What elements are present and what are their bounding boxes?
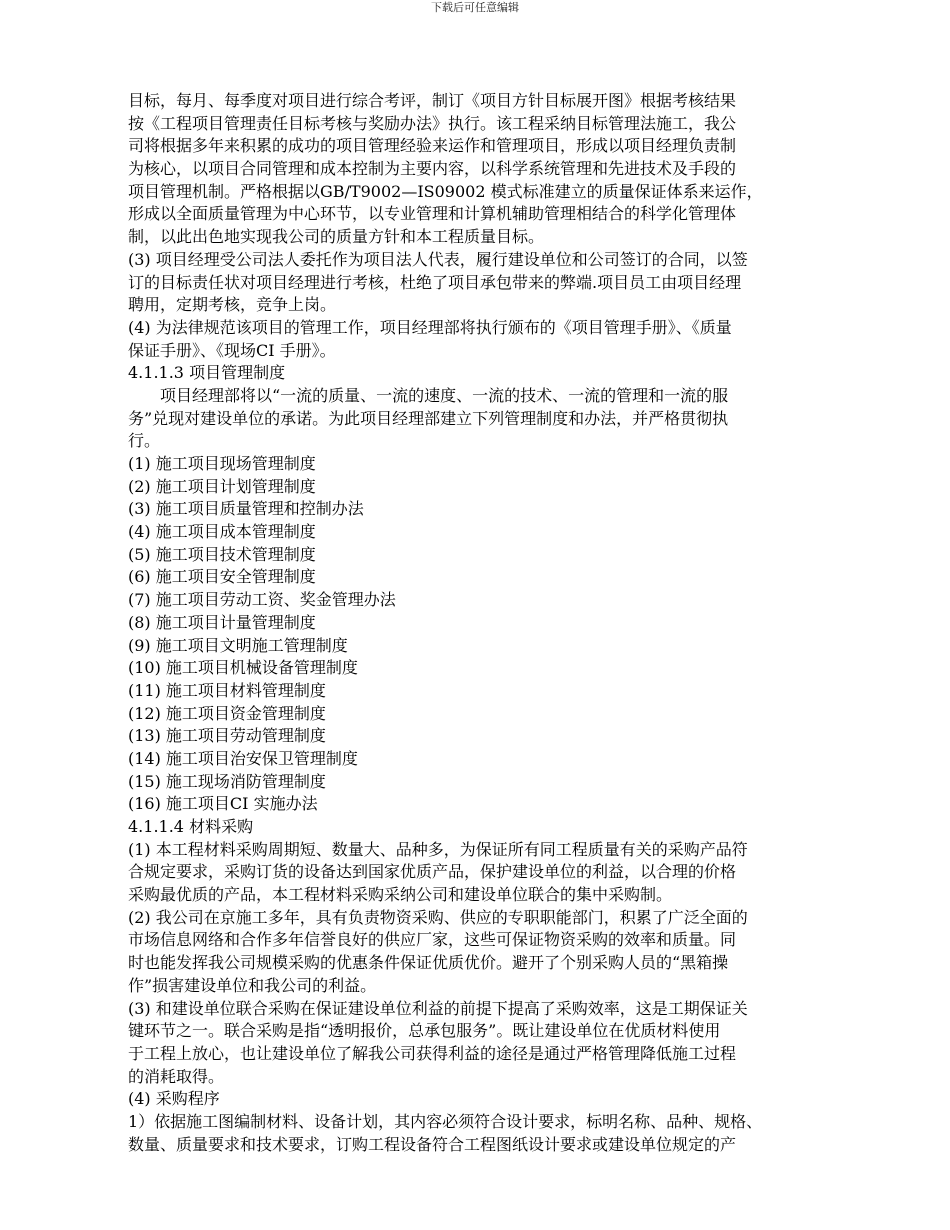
list-item-line: 市场信息网络和合作多年信誉良好的供应厂家，这些可保证物资采购的效率和质量。同: [128, 930, 737, 950]
list-item-line: 采购最优质的产品，本工程材料采购采纳公司和建设单位联合的集中采购制。: [128, 885, 673, 905]
list-item: (14) 施工项目治安保卫管理制度: [128, 748, 358, 768]
list-item: (5) 施工项目技术管理制度: [128, 544, 316, 564]
list-item: (12) 施工项目资金管理制度: [128, 703, 326, 723]
list-item-line: 于工程上放心，也让建设单位了解我公司获得利益的途径是通过严格管理降低施工过程: [128, 1043, 737, 1063]
list-item-line: (4) 为法律规范该项目的管理工作，项目经理部将执行颁布的《项目管理手册》、《质量: [128, 317, 732, 337]
section-heading: 4.1.1.4 材料采购: [128, 817, 254, 836]
document-body: [128, 90, 858, 1156]
paragraph-line: 为核心，以项目合同管理和成本控制为主要内容，以科学系统管理和先进技术及手段的: [128, 159, 737, 179]
list-item-line: 订的目标责任状对项目经理进行考核，杜绝了项目承包带来的弊端.项目员工由项目经理: [128, 272, 742, 292]
list-item: (8) 施工项目计量管理制度: [128, 612, 316, 632]
list-item-line: (3) 和建设单位联合采购在保证建设单位利益的前提下提高了采购效率，这是工期保证关: [128, 998, 748, 1018]
list-item: (7) 施工项目劳动工资、奖金管理办法: [128, 590, 396, 610]
page-header: 下载后可任意编辑: [431, 1, 519, 14]
list-item: (9) 施工项目文明施工管理制度: [128, 635, 348, 655]
list-item-line: 聘用，定期考核，竞争上岗。: [128, 295, 337, 315]
list-item: (4) 施工项目成本管理制度: [128, 522, 316, 542]
list-item-line: 数量、质量要求和技术要求，订购工程设备符合工程图纸设计要求或建设单位规定的产: [128, 1134, 737, 1154]
list-item-line: 合规定要求，采购订货的设备达到国家优质产品，保护建设单位的利益，以合理的价格: [128, 862, 737, 882]
list-item-line: 的消耗取得。: [128, 1066, 225, 1086]
paragraph-line: 项目管理机制。严格根据以GB/T9002—IS09002 模式标准建立的质量保证体系来运作，: [128, 181, 763, 201]
list-item: (10) 施工项目机械设备管理制度: [128, 658, 358, 678]
paragraph-line: 目标，每月、每季度对项目进行综合考评，制订《项目方针目标展开图》根据考核结果: [128, 91, 737, 110]
list-item-line: (3) 项目经理受公司法人委托作为项目法人代表，履行建设单位和公司签订的合同，以签: [128, 249, 748, 269]
list-item-line: 1）依据施工图编制材料、设备计划，其内容必须符合设计要求，标明名称、品种、规格、: [128, 1111, 763, 1131]
list-item-line: 时也能发挥我公司规模采购的优惠条件保证优质优价。避开了个别采购人员的“黑箱操: [128, 953, 729, 973]
list-item-line: 保证手册》、《现场CI 手册》。: [128, 340, 336, 360]
list-item: (16) 施工项目CI 实施办法: [128, 794, 318, 814]
list-item: (6) 施工项目安全管理制度: [128, 567, 316, 587]
list-item: (11) 施工项目材料管理制度: [128, 680, 326, 700]
list-item-line: 键环节之一。联合采购是指“透明报价，总承包服务”。既让建设单位在优质材料使用: [128, 1021, 721, 1041]
paragraph-line: 务”兑现对建设单位的承诺。为此项目经理部建立下列管理制度和办法，并严格贯彻执: [128, 408, 729, 428]
paragraph-line: 制，以此出色地实现我公司的质量方针和本工程质量目标。: [128, 227, 545, 247]
paragraph-line: 按《工程项目管理责任目标考核与奖励办法》执行。该工程采纳目标管理法施工，我公: [128, 113, 737, 133]
list-item: (4) 采购程序: [128, 1089, 220, 1109]
list-item: (2) 施工项目计划管理制度: [128, 476, 316, 496]
list-item: (1) 施工项目现场管理制度: [128, 454, 316, 473]
list-item: (3) 施工项目质量管理和控制办法: [128, 499, 364, 519]
list-item-line: (1) 本工程材料采购周期短、数量大、品种多，为保证所有同工程质量有关的采购产品符: [128, 839, 748, 859]
paragraph-line: 项目经理部将以“一流的质量、一流的速度、一流的技术、一流的管理和一流的服: [160, 385, 729, 405]
paragraph-line: 形成以全面质量管理为中心环节，以专业管理和计算机辅助管理相结合的科学化管理体: [128, 204, 737, 224]
list-item-line: 作”损害建设单位和我公司的利益。: [128, 975, 377, 995]
list-item: (13) 施工项目劳动管理制度: [128, 726, 326, 746]
list-item-line: (2) 我公司在京施工多年，具有负责物资采购、供应的专职职能部门，积累了广泛全面的: [128, 907, 748, 927]
paragraph-line: 司将根据多年来积累的成功的项目管理经验来运作和管理项目，形成以项目经理负责制: [128, 136, 737, 156]
list-item: (15) 施工现场消防管理制度: [128, 771, 326, 791]
paragraph-line: 行。: [128, 431, 161, 451]
section-heading: 4.1.1.3 项目管理制度: [128, 363, 286, 383]
